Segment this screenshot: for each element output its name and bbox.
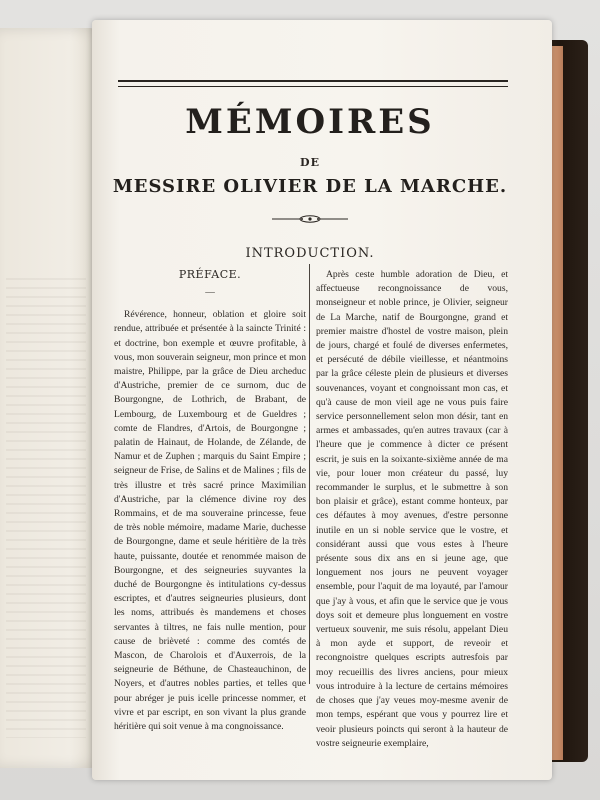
right-text-column <box>316 268 508 751</box>
ornament-divider-icon <box>272 212 348 226</box>
top-double-rule <box>118 80 508 87</box>
preface-heading: PRÉFACE. <box>178 268 242 281</box>
title-connector: DE <box>300 156 320 169</box>
page-title: MÉMOIRES <box>185 102 435 142</box>
left-text-column <box>114 268 306 734</box>
page-subtitle: MESSIRE OLIVIER DE LA MARCHE. <box>112 176 508 197</box>
section-heading: INTRODUCTION. <box>245 246 375 261</box>
column-divider <box>309 264 310 684</box>
preface-dash: — <box>205 287 215 299</box>
preface-paragraph: Révérence, honneur, oblation et gloire soit rendue, attribuée et présentée à la saincte Trinité : et doctrine, bon exemple et œuvre profitable, à vous, mon souverain seigneur, mon prince et mon maistre, Philippe, par la grâce de Dieu archeduc d'Austriche, premier de ce surnom, duc de Bourgongne, de Lothrich, de Brabant, de Lembourg, de Luxembourg et de Gueldres ; comte de Flandres, d'Artois, de Bourgongne ; palatin de Hainaut, de Holande, de Zélande, de Namur et de Zuphen ; marquis du Saint Empire ; seigneur de Frise, de Salins et de Malines ; fils de très illustre et très sacré prince Maximilian d'Austriche, par la clémence divine roy des Rommains, et de ma souveraine princesse, feue de très noble mémoire, madame Marie, duchesse de Bourgongne, dame et seule héritière de la très haute, puissante, doutée et renommée maison de Bourgongne, et des seigneuries suyvantes la duché de Bourgongne ès intitulations cy-dessus escriptes, et d'autres seigneuries plusieurs, dont les noms, attribués ès mandemens et choses servantes à tiltres, ne fais nulle mention, pour cause de brièveté : comme des comtés de Mascon, de Charolois et d'Auxerrois, de la seigneurie de Béthune, de Chasteauchinon, de Noyers, et d'autres nobles parties, et telles que pour abréger je puis icelle princesse nommer, et vivre et par escript, en son vivant la plus grande héritière qui soit venue à ma congnoissance. <box>114 309 306 733</box>
left-facing-page <box>0 28 100 768</box>
show-through-text <box>6 278 86 738</box>
body-paragraph: Après ceste humble adoration de Dieu, et affectueuse recongnoissance de vous, monseigneur et noble prince, je Olivier, seigneur de La Marche, natif de Bourgongne, grand et premier maistre d'hostel de vostre maison, plein de jours, chargé et foulé de diverses enfermetes, et persécuté de débile vieillesse, et néantmoins par la grâce céleste plein de plusieurs et diverses souvenances, voyant et congnoissant mon cas, et qu'à cause de mon vieil age ne vous puis faire service personnellement selon mon désir, tant en armes et ambassades, qu'en autres travaux (car à l'heure que je commence à dicter ce présent escrit, je suis en la soixante-sixième année de ma vie, pour louer mon créateur du passé, luy recommander le surplus, et le submettre à son bon plaisir et grâce), estant comme honteux, par ces défautes à moy avenues, d'estre personne inutile en un si noble service que le vostre, et considérant aussi que vous estes à l'heure présente sous dix ans en si jeune age, que longuement nos jours ne peuvent voyager ensemble, pour l'aquit de ma loyauté, par l'amour que j'ay à vous, et afin que le service que je vous doys soit et demeure plus longuement en vostre vertueux souvenir, me suis résolu, appelant Dieu à mon ayde et support, de reveoir et recongnoistre quelques escripts autresfois par moy recueillis des livres anciens, pour mieux vous introduire à la lecture de certains mémoires de choses que j'ay veues moy-mesme avenir de mon temps, espérant que vous y pourrez lire et veoir plusieurs poincts qui seront à la hauteur de vostre seigneurie exemplaire, <box>316 269 508 749</box>
